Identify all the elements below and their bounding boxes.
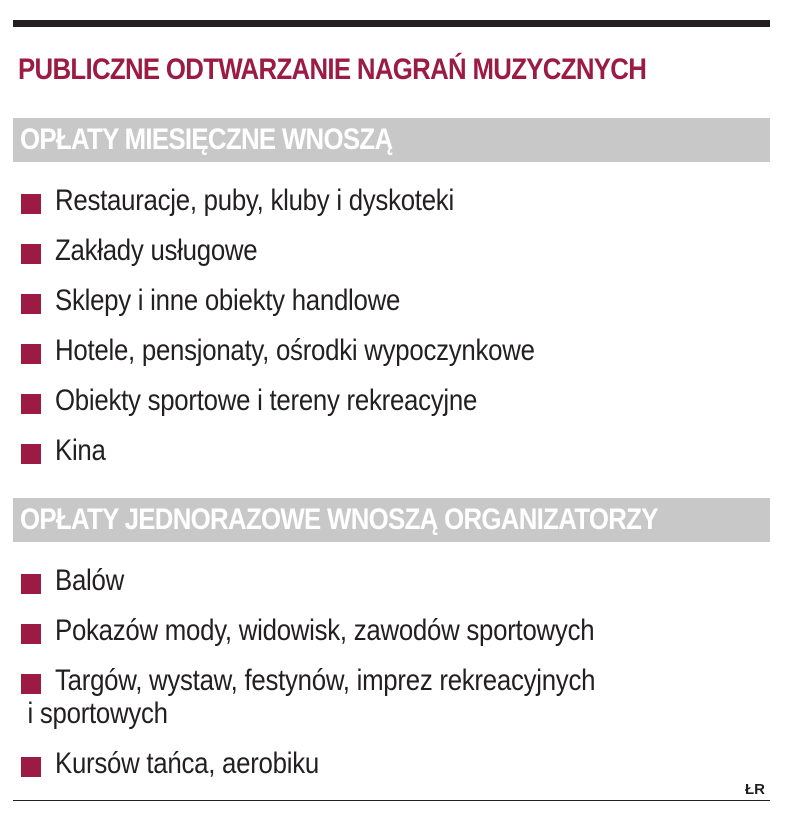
list-item-label: Kina — [55, 434, 106, 467]
page-title: PUBLICZNE ODTWARZANIE NAGRAŃ MUZYCZNYCH — [18, 53, 647, 86]
list-item — [18, 234, 613, 267]
list-item-label: Balów — [55, 564, 124, 597]
square-bullet-icon — [21, 444, 41, 464]
list-item-line: Targów, wystaw, festynów, imprez rekreacyjnych — [55, 664, 596, 697]
square-bullet-icon — [21, 344, 41, 364]
square-bullet-icon — [21, 674, 41, 694]
list-item — [18, 284, 613, 317]
square-bullet-icon — [21, 624, 41, 644]
list-item-label — [27, 664, 596, 730]
square-bullet-icon — [21, 394, 41, 414]
square-bullet-icon — [21, 244, 41, 264]
list-item — [18, 184, 613, 217]
square-bullet-icon — [21, 757, 41, 777]
list-item-line-continued: i sportowych — [27, 697, 168, 730]
bottom-rule — [13, 800, 770, 801]
list-item-label: Sklepy i inne obiekty handlowe — [55, 284, 401, 317]
section-band-monthly — [13, 118, 770, 162]
list-item-label: Obiekty sportowe i tereny rekreacyjne — [55, 384, 478, 417]
list-item — [18, 614, 683, 647]
list-item-label: Hotele, pensjonaty, ośrodki wypoczynkowe — [55, 334, 535, 367]
square-bullet-icon — [21, 294, 41, 314]
section-heading-monthly: OPŁATY MIESIĘCZNE WNOSZĄ — [20, 123, 393, 156]
list-item — [18, 334, 613, 367]
list-item — [18, 564, 683, 597]
list-item-label: Pokazów mody, widowisk, zawodów sportowych — [55, 614, 595, 647]
top-rule — [13, 20, 770, 27]
source-credit: ŁR — [745, 781, 765, 798]
list-item — [18, 664, 683, 730]
list-item — [18, 747, 683, 780]
square-bullet-icon — [21, 574, 41, 594]
square-bullet-icon — [21, 194, 41, 214]
one-time-fees-list — [18, 564, 683, 780]
monthly-fees-list — [18, 184, 613, 467]
section-band-one-time — [13, 498, 770, 542]
list-item — [18, 384, 613, 417]
section-heading-one-time: OPŁATY JEDNORAZOWE WNOSZĄ ORGANIZATORZY — [20, 503, 658, 536]
list-item-label: Zakłady usługowe — [55, 234, 258, 267]
list-item-label: Restauracje, puby, kluby i dyskoteki — [55, 184, 454, 217]
list-item — [18, 434, 613, 467]
list-item-label: Kursów tańca, aerobiku — [55, 747, 319, 780]
